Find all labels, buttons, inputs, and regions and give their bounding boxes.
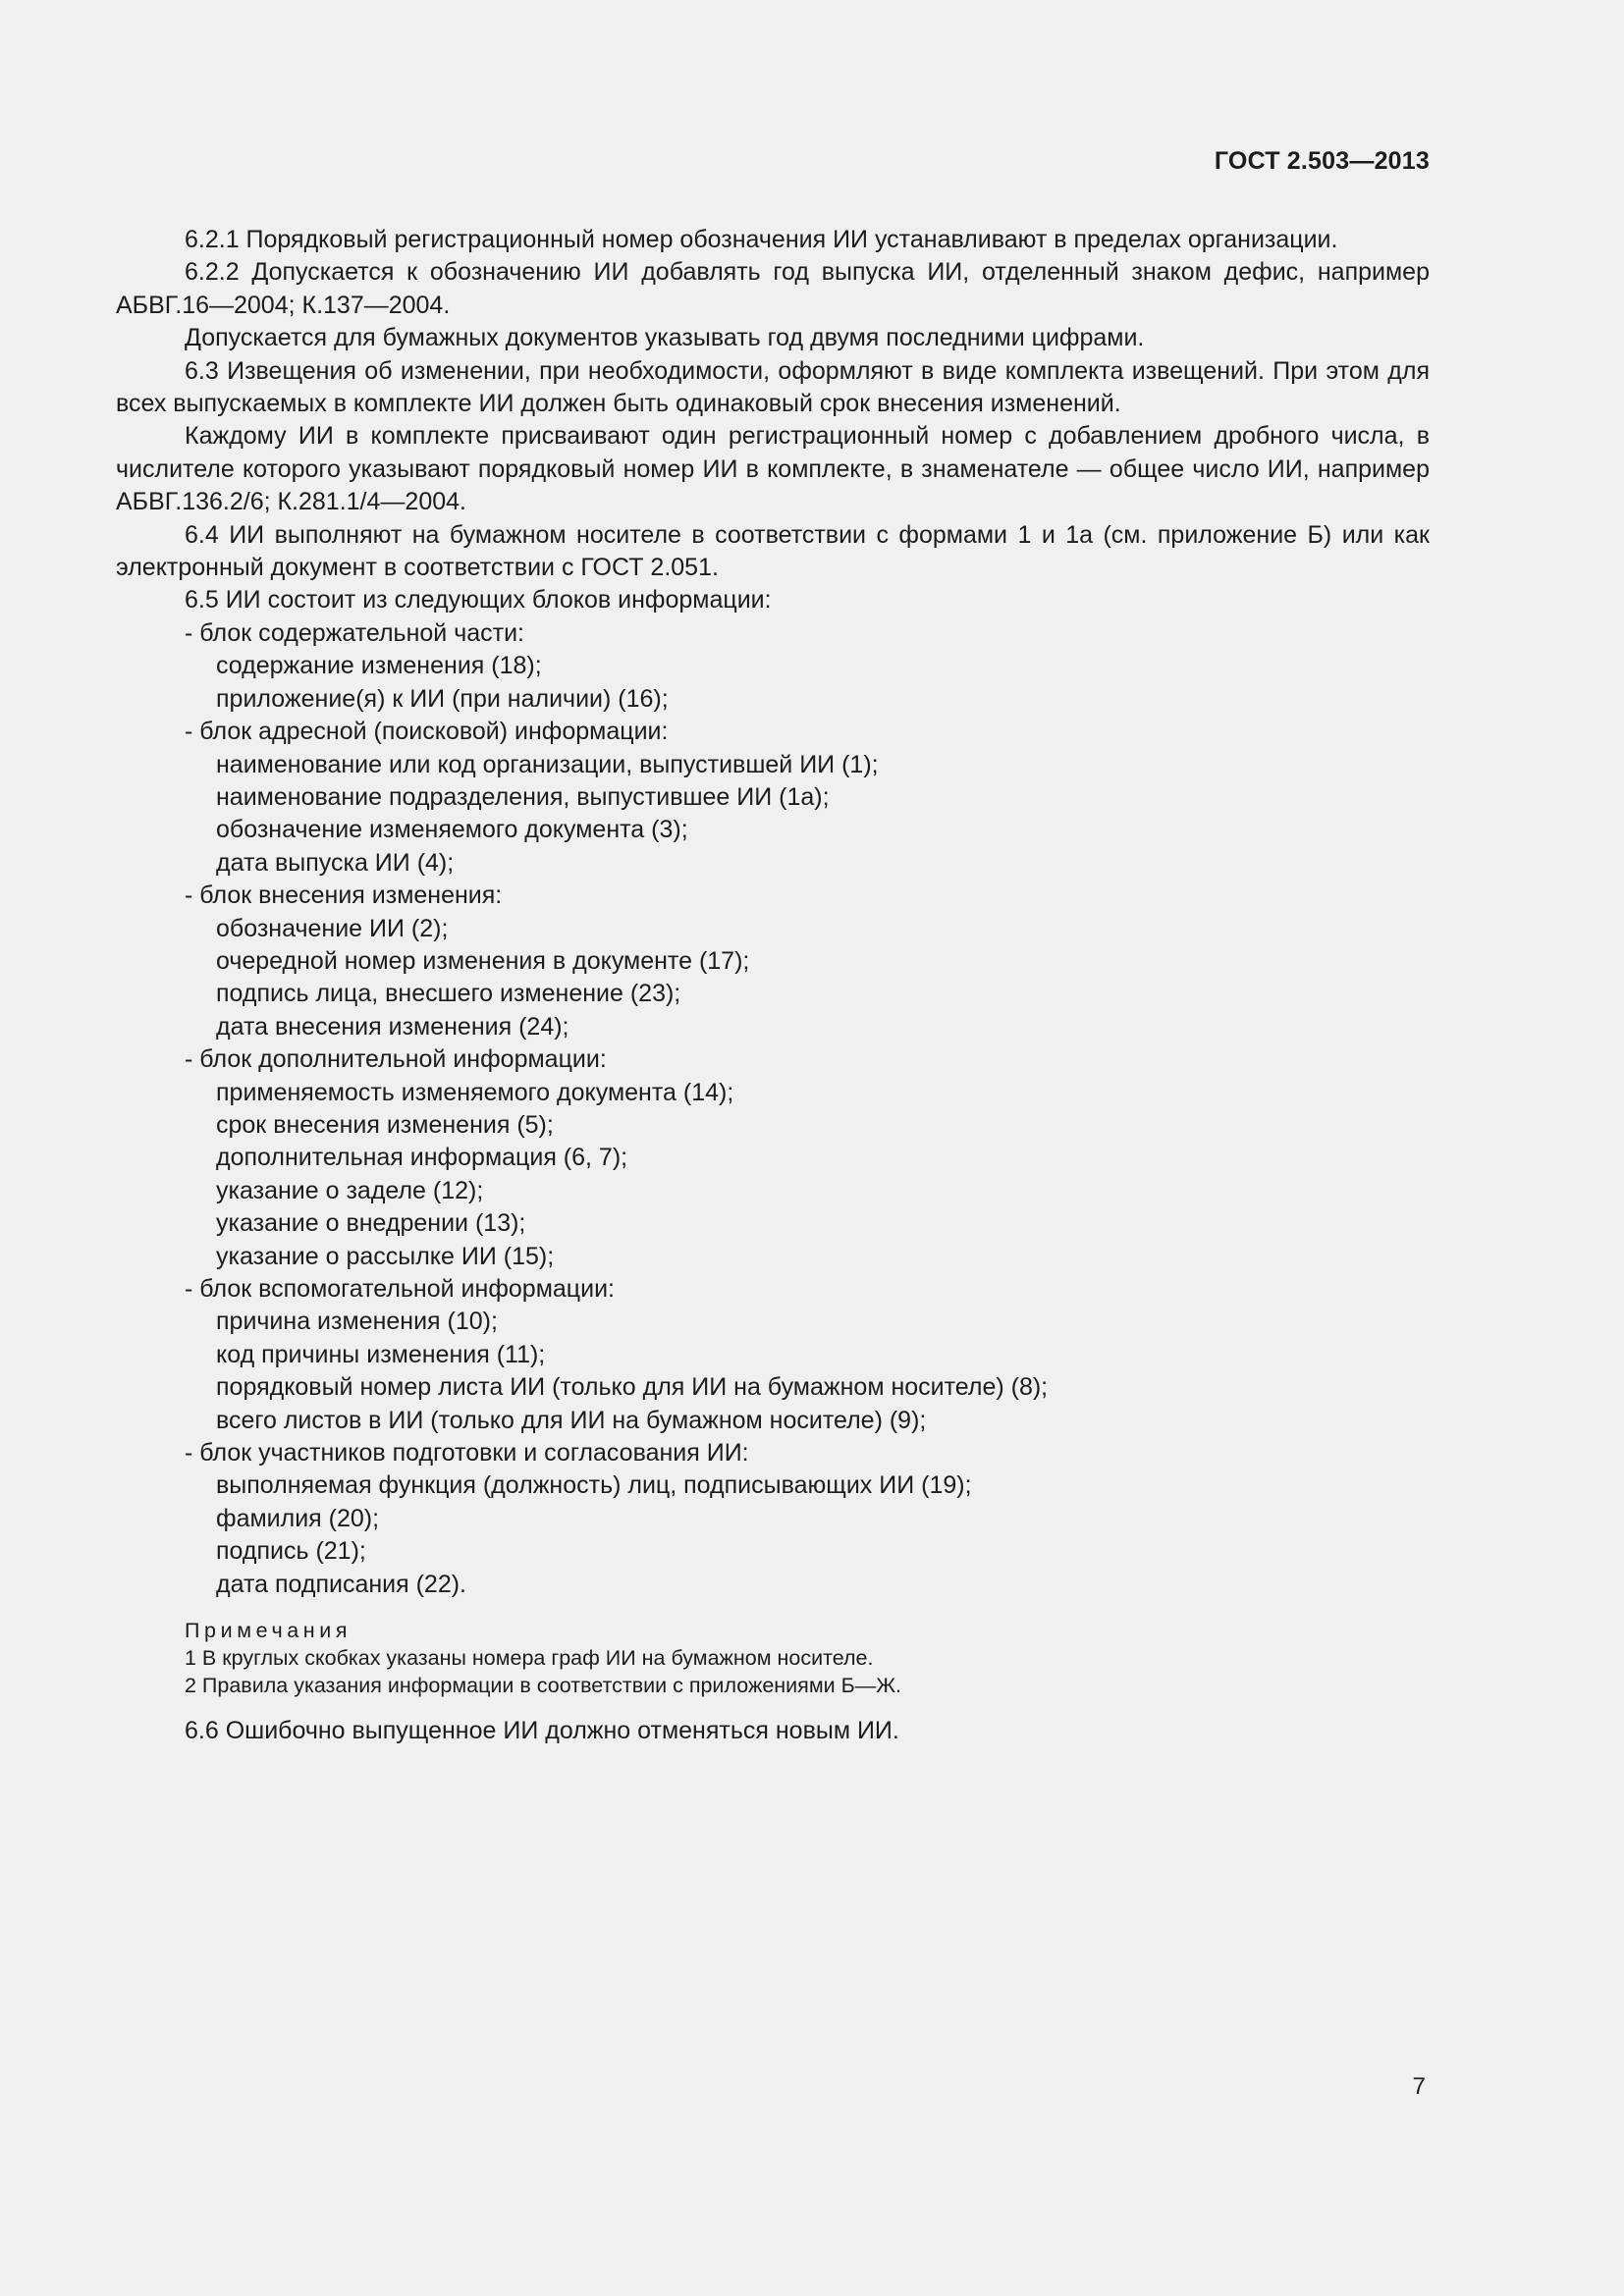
block-title: - блок дополнительной информации: <box>185 1045 607 1074</box>
block-item: очередной номер изменения в документе (17); <box>216 946 750 975</box>
block-item: выполняемая функция (должность) лиц, подписывающих ИИ (19); <box>216 1471 972 1500</box>
document-code-header: ГОСТ 2.503—2013 <box>1214 147 1430 175</box>
block-item: указание о рассылке ИИ (15); <box>216 1242 555 1270</box>
block-title: - блок участников подготовки и согласования ИИ: <box>185 1439 749 1468</box>
block-item: порядковый номер листа ИИ (только для ИИ на бумажном носителе) (8); <box>216 1373 1049 1402</box>
block-item: указание о внедрении (13); <box>216 1209 526 1238</box>
paragraph-6-2-1: 6.2.1 Порядковый регистрационный номер обозначения ИИ устанавливают в пределах организации. <box>185 226 1338 253</box>
block-item: дата внесения изменения (24); <box>216 1012 569 1041</box>
block-title: - блок вспомогательной информации: <box>185 1275 615 1303</box>
block-item: содержание изменения (18); <box>216 652 542 680</box>
block-item: код причины изменения (11); <box>216 1340 546 1368</box>
paragraph-6-5: 6.5 ИИ состоит из следующих блоков информации: <box>185 586 772 614</box>
block-item: наименование или код организации, выпустившей ИИ (1); <box>216 750 879 778</box>
block-item: наименование подразделения, выпустившее ИИ (1а); <box>216 782 830 811</box>
block-item: приложение(я) к ИИ (при наличии) (16); <box>216 684 669 713</box>
block-title: - блок содержательной части: <box>185 618 524 647</box>
block-list <box>116 617 1430 1601</box>
paragraph-6-3-b: Каждому ИИ в комплекте присваивают один регистрационный номер с добавлением дробного числа, в числителе которого указывают порядковый номер ИИ в комплекте, в знаменателе — общее число ИИ, например АБВГ.136.2/6; К.281.1/4—2004. <box>116 422 1430 516</box>
page-number: 7 <box>1412 2073 1426 2100</box>
block-item: всего листов в ИИ (только для ИИ на бумажном носителе) (9); <box>216 1406 927 1434</box>
page-body <box>116 224 1430 1747</box>
paragraph-6-4: 6.4 ИИ выполняют на бумажном носителе в соответствии с формами 1 и 1а (см. приложение Б) или как электронный документ в соответствии с ГОСТ 2.051. <box>116 520 1430 582</box>
block-item: подпись (21); <box>216 1537 366 1566</box>
paragraph-6-6: 6.6 Ошибочно выпущенное ИИ должно отменяться новым ИИ. <box>185 1717 899 1745</box>
block-item: дата подписания (22). <box>216 1570 467 1598</box>
paragraph-6-3: 6.3 Извещения об изменении, при необходимости, оформляют в виде комплекта извещений. При этом для всех выпускаемых в комплекте ИИ должен быть одинаковый срок внесения изменений. <box>116 356 1430 418</box>
block-item: фамилия (20); <box>216 1504 380 1532</box>
note-item: 2 Правила указания информации в соответствии с приложениями Б—Ж. <box>185 1674 902 1698</box>
block-item: подпись лица, внесшего изменение (23); <box>216 980 681 1008</box>
block-item: обозначение ИИ (2); <box>216 914 449 942</box>
block-item: дата выпуска ИИ (4); <box>216 848 455 877</box>
block-item: указание о заделе (12); <box>216 1176 484 1204</box>
notes-title: Примечания <box>185 1619 352 1643</box>
block-item: применяемость изменяемого документа (14); <box>216 1078 734 1106</box>
block-item: срок внесения изменения (5); <box>216 1110 554 1139</box>
block-item: обозначение изменяемого документа (3); <box>216 816 688 844</box>
paragraph-6-2-2: 6.2.2 Допускается к обозначению ИИ добавлять год выпуска ИИ, отделенный знаком дефис, например АБВГ.16—2004; К.137—2004. <box>116 258 1430 319</box>
note-item: 1 В круглых скобках указаны номера граф ИИ на бумажном носителе. <box>185 1646 874 1671</box>
block-item: дополнительная информация (6, 7); <box>216 1144 628 1172</box>
block-item: причина изменения (10); <box>216 1308 498 1336</box>
paragraph-6-2-2-note: Допускается для бумажных документов указывать год двумя последними цифрами. <box>185 324 1145 352</box>
block-title: - блок адресной (поисковой) информации: <box>185 718 669 746</box>
block-title: - блок внесения изменения: <box>185 881 503 910</box>
notes-section <box>116 1617 1430 1699</box>
